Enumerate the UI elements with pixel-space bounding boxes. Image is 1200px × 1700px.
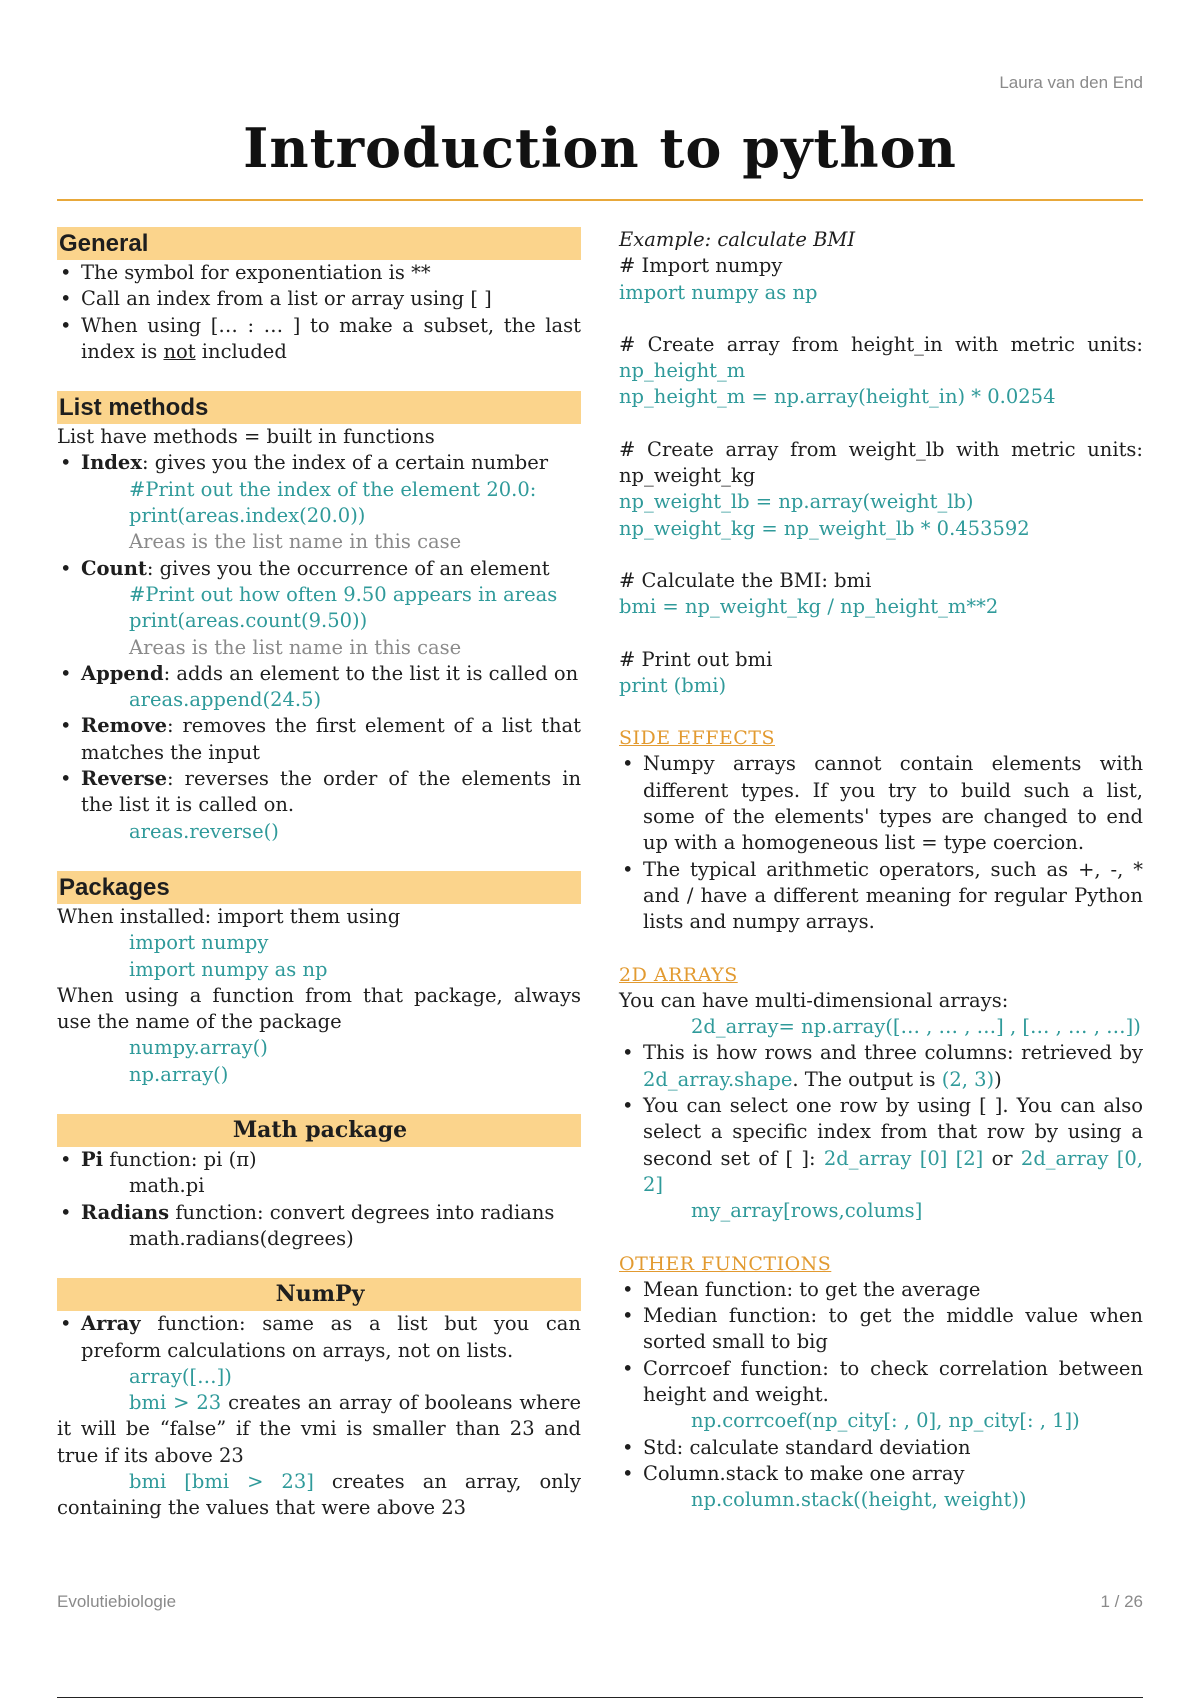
bullet-text: Corrcoef function: to check correlation between height and weight. xyxy=(643,1356,1143,1406)
code-line: np_weight_lb = np.array(weight_lb) xyxy=(619,490,974,514)
code-line: bmi = np_weight_kg / np_height_m**2 xyxy=(619,595,999,619)
code-line: 2d_array= np.array([… , … , …] , [… , … , …]) xyxy=(691,1015,1141,1039)
bullet-text: function: convert degrees into radians xyxy=(169,1200,555,1224)
bullet-text: function: same as a list but you can preform calculations on arrays, not on lists. xyxy=(81,1312,581,1362)
paragraph xyxy=(57,1469,581,1522)
code-line: math.radians(degrees) xyxy=(129,1226,354,1250)
list-item: • Mean function: to get the average xyxy=(619,1277,1143,1303)
page-number: 1 / 26 xyxy=(1100,1592,1143,1611)
section-heading-list-methods: List methods xyxy=(57,391,581,424)
code-line: array([…]) xyxy=(129,1364,232,1388)
section-heading-packages: Packages xyxy=(57,871,581,904)
bullet-text: function: pi (π) xyxy=(103,1148,257,1172)
right-column xyxy=(619,227,1143,1513)
list-item xyxy=(57,286,581,312)
list-item: • Std: calculate standard deviation xyxy=(619,1435,1143,1461)
code-line: np_weight_kg = np_weight_lb * 0.453592 xyxy=(619,516,1030,540)
numpy-list xyxy=(57,1311,581,1390)
example-title: Example: calculate BMI xyxy=(619,228,856,251)
list-item xyxy=(57,766,581,845)
bullet-text: or xyxy=(983,1146,1021,1170)
term: Radians xyxy=(81,1200,170,1224)
list-item xyxy=(619,1461,1143,1514)
bullet-text: : removes the first element of a list that matches the input xyxy=(81,714,581,764)
inline-code: 2d_array [0, 2] xyxy=(643,1146,1143,1196)
code-line: my_array[rows,colums] xyxy=(691,1199,923,1223)
other-functions-list xyxy=(619,1277,1143,1514)
bullet-text: When using [… : … ] to make a subset, the last index is xyxy=(81,313,581,363)
paragraph-text: creates an array of booleans where it will be “false” if the vmi is smaller than 23 and true if its above 23 xyxy=(57,1391,581,1467)
list-item xyxy=(619,1040,1143,1093)
list-item: • Median function: to get the middle value when sorted small to big xyxy=(619,1303,1143,1356)
paragraph: When installed: import them using xyxy=(57,904,401,928)
list-item xyxy=(57,450,581,555)
note: Areas is the list name in this case xyxy=(129,530,462,554)
code-line: import numpy xyxy=(129,931,269,955)
side-effects-list xyxy=(619,751,1143,935)
paragraph: When using a function from that package, always use the name of the package xyxy=(57,983,581,1034)
code-line: np.column.stack((height, weight)) xyxy=(691,1488,1027,1512)
code-line: print(areas.index(20.0)) xyxy=(129,504,366,528)
code-line: np_height_m = np.array(height_in) * 0.0254 xyxy=(619,385,1056,409)
list-item xyxy=(57,713,581,766)
code-line: areas.reverse() xyxy=(129,819,279,843)
list-item xyxy=(57,260,581,286)
inline-code: bmi > 23 xyxy=(129,1391,222,1415)
list-item xyxy=(57,1200,581,1253)
term: Pi xyxy=(81,1148,104,1172)
code-comment: # Import numpy xyxy=(619,254,783,278)
code-comment: # Print out bmi xyxy=(619,647,773,671)
section-heading-general: General xyxy=(57,227,581,260)
title-divider xyxy=(57,199,1143,201)
math-list xyxy=(57,1147,581,1252)
paragraph-text: creates an array, only containing the values that were above 23 xyxy=(57,1469,581,1520)
code-comment: # Create array from weight_lb with metric units: np_weight_kg xyxy=(619,437,1143,488)
subheading-side-effects: SIDE EFFECTS xyxy=(619,727,775,750)
section-heading-math-package: Math package xyxy=(57,1114,581,1147)
term: Remove xyxy=(81,714,167,738)
code-comment: #Print out the index of the element 20.0: xyxy=(129,477,537,501)
bullet-text: included xyxy=(195,339,287,363)
code-line: numpy.array() xyxy=(129,1036,268,1060)
inline-code: bmi [bmi > 23] xyxy=(129,1469,314,1493)
note: Areas is the list name in this case xyxy=(129,635,462,659)
emphasis-text: not xyxy=(163,339,196,363)
code-line: import numpy as np xyxy=(619,280,818,304)
bullet-text: Call an index from a list or array using [ ] xyxy=(81,287,492,311)
bullet-text: : reverses the order of the elements in the list it is called on. xyxy=(81,767,581,817)
bullet-text: : adds an element to the list it is called on xyxy=(163,661,579,685)
left-column xyxy=(57,227,581,1522)
list-item: • Numpy arrays cannot contain elements with different types. If you try to build such a list, some of the elements' types are changed to end up with a homogeneous list = type coercion. xyxy=(619,751,1143,856)
code-line: np.corrcoef(np_city[: , 0], np_city[: , 1]) xyxy=(691,1409,1080,1433)
code-comment xyxy=(619,332,1143,385)
inline-code: np_height_m xyxy=(619,359,746,383)
list-item xyxy=(57,556,581,661)
list-item xyxy=(57,1147,581,1200)
term: Count xyxy=(81,556,147,580)
bullet-text: The symbol for exponentiation is ** xyxy=(81,261,431,284)
inline-code: 2d_array.shape xyxy=(643,1067,793,1091)
code-line: import numpy as np xyxy=(129,957,328,981)
code-comment: #Print out how often 9.50 appears in areas xyxy=(129,582,558,606)
comment-text: # Create array from height_in with metric units: xyxy=(619,332,1143,356)
2d-arrays-list xyxy=(619,1040,1143,1224)
code-line: np.array() xyxy=(129,1062,229,1086)
bullet-text: : gives you the index of a certain number xyxy=(141,451,549,475)
paragraph: You can have multi-dimensional arrays: xyxy=(619,988,1009,1012)
code-line: areas.append(24.5) xyxy=(129,688,322,712)
bottom-divider xyxy=(57,1697,1143,1698)
term: Append xyxy=(81,661,164,685)
bullet-text: Column.stack to make one array xyxy=(643,1461,965,1485)
paragraph: List have methods = built in functions xyxy=(57,425,435,449)
term: Array xyxy=(81,1312,141,1336)
bullet-text: ) xyxy=(994,1067,1002,1091)
inline-code: 2d_array [0] [2] xyxy=(823,1146,984,1170)
code-line: print (bmi) xyxy=(619,673,727,697)
bullet-text: This is how rows and three columns: retrieved by xyxy=(643,1041,1143,1065)
list-methods-list xyxy=(57,450,581,844)
inline-code: (2, 3) xyxy=(941,1067,995,1091)
page-title: Introduction to python xyxy=(243,116,957,180)
subheading-other-functions: OTHER FUNCTIONS xyxy=(619,1252,832,1275)
subheading-2d-arrays: 2D ARRAYS xyxy=(619,963,738,986)
list-item xyxy=(57,1311,581,1390)
section-heading-numpy: NumPy xyxy=(57,1278,581,1311)
code-line: print(areas.count(9.50)) xyxy=(129,609,368,633)
list-item xyxy=(619,1356,1143,1435)
code-line: math.pi xyxy=(129,1174,205,1198)
list-item xyxy=(619,1093,1143,1224)
bullet-text: You can select one row by using [ ]. You can also select a specific index from that row by using a second set of [ ]: xyxy=(643,1094,1143,1170)
list-item xyxy=(57,661,581,714)
bullet-text: : gives you the occurrence of an element xyxy=(146,556,550,580)
bullet-text: . The output is xyxy=(792,1067,942,1091)
term: Reverse xyxy=(81,767,168,791)
footer-course: Evolutiebiologie xyxy=(57,1592,177,1611)
general-list xyxy=(57,260,581,365)
code-comment: # Calculate the BMI: bmi xyxy=(619,568,872,592)
paragraph xyxy=(57,1390,581,1469)
list-item xyxy=(57,313,581,366)
list-item: • The typical arithmetic operators, such as +, -, * and / have a different meaning for regular Python lists and numpy arrays. xyxy=(619,857,1143,936)
term: Index xyxy=(81,451,142,475)
author-name: Laura van den End xyxy=(999,73,1143,92)
